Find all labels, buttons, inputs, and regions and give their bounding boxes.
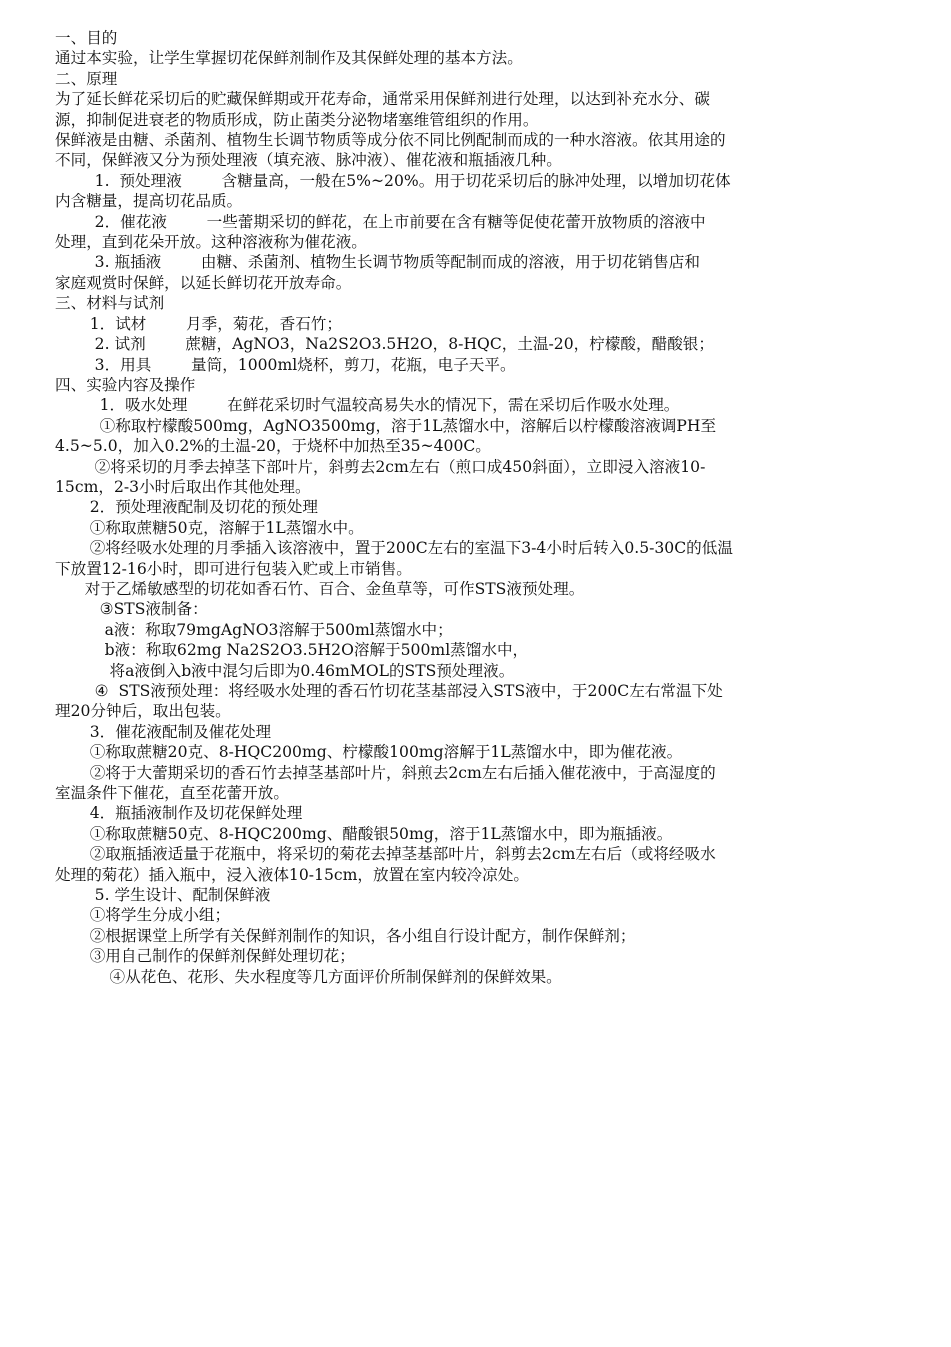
text-line: 内含糖量，提高切花品质。 <box>55 192 243 211</box>
text-line: 保鲜液是由糖、杀菌剂、植物生长调节物质等成分依不同比例配制而成的一种水溶液。依其用途的 <box>55 131 726 150</box>
text-line: 处理的菊花）插入瓶中，浸入液体10-15cm，放置在室内较冷凉处。 <box>55 865 529 884</box>
text-line: ③STS液制备： <box>55 600 208 619</box>
text-line: ②取瓶插液适量于花瓶中，将采切的菊花去掉茎基部叶片，斜剪去2cm左右后（或将经吸水 <box>55 845 716 864</box>
text-line: 1. 预处理液 含糖量高，一般在5%~20%。用于切花采切后的脉冲处理，以增加切花体 <box>55 171 731 190</box>
text-line: 2. 试剂 蔗糖，AgNO3，Na2S2O3.5H2O，8-HQC，土温-20，柠檬酸，醋酸银； <box>55 335 714 354</box>
text-line: 家庭观赏时保鲜，以延长鲜切花开放寿命。 <box>55 273 352 292</box>
text-line: 三、材料与试剂 <box>55 294 165 313</box>
text-line: 室温条件下催花，直至花蕾开放。 <box>55 784 289 803</box>
text-line: ④ STS液预处理：将经吸水处理的香石竹切花茎基部浸入STS液中，于200C左右常温下处 <box>55 682 723 700</box>
text-line: b液：称取62mg Na2S2O3.5H2O溶解于500ml蒸馏水中， <box>55 641 529 660</box>
text-line: 源，抑制促进衰老的物质形成，防止菌类分泌物堵塞维管组织的作用。 <box>55 110 539 129</box>
text-line: 理20分钟后，取出包装。 <box>55 702 231 721</box>
text-line: 不同，保鲜液又分为预处理液（填充液、脉冲液）、催花液和瓶插液几种。 <box>55 151 562 170</box>
text-line: 对于乙烯敏感型的切花如香石竹、百合、金鱼草等，可作STS液预处理。 <box>55 579 585 598</box>
text-line: ④从花色、花形、失水程度等几方面评价所制保鲜剂的保鲜效果。 <box>55 967 562 986</box>
text-line: 3. 瓶插液 由糖、杀菌剂、植物生长调节物质等配制而成的溶液，用于切花销售店和 <box>55 253 700 272</box>
text-line: 四、实验内容及操作 <box>55 375 196 394</box>
text-line: 3．催花液配制及催花处理 <box>55 722 272 741</box>
text-line: 1．试材 月季，菊花，香石竹； <box>55 314 342 333</box>
text-line: 3．用具 量筒，1000ml烧杯，剪刀，花瓶，电子天平。 <box>55 355 516 374</box>
text-line: 15cm，2-3小时后取出作其他处理。 <box>55 477 311 496</box>
text-line: ②将于大蕾期采切的香石竹去掉茎基部叶片，斜煎去2cm左右后插入催花液中，于高湿度的 <box>55 763 716 782</box>
text-line: 将a液倒入b液中混匀后即为0.46mMOL的STS预处理液。 <box>55 661 515 680</box>
text-line: ③用自己制作的保鲜剂保鲜处理切花； <box>55 947 355 966</box>
text-line: 下放置12-16小时，即可进行包装入贮或上市销售。 <box>55 559 412 578</box>
text-line: 2．催花液 一些蕾期采切的鲜花，在上市前要在含有糖等促使花蕾开放物质的溶液中 <box>55 212 706 231</box>
text-line: 1．吸水处理 在鲜花采切时气温较高易失水的情况下，需在采切后作吸水处理。 <box>55 396 680 415</box>
text-line: ②将采切的月季去掉茎下部叶片，斜剪去2cm左右（煎口成450斜面），立即浸入溶液10- <box>55 457 706 476</box>
text-line: 通过本实验，让学生掌握切花保鲜剂制作及其保鲜处理的基本方法。 <box>55 49 523 68</box>
text-line: a液：称取79mgAgNO3溶解于500ml蒸馏水中； <box>55 620 453 639</box>
text-line: ①称取蔗糖50克、8-HQC200mg、醋酸银50mg，溶于1L蒸馏水中，即为瓶插液。 <box>55 824 673 843</box>
text-line: 处理，直到花朵开放。这种溶液称为催花液。 <box>55 233 367 252</box>
text-line: ①称取蔗糖20克、8-HQC200mg、柠檬酸100mg溶解于1L蒸馏水中，即为催花液。 <box>55 743 683 762</box>
text-line: ①称取柠檬酸500mg，AgNO3500mg，溶于1L蒸馏水中，溶解后以柠檬酸溶液调PH至 <box>55 416 717 435</box>
text-line: 二、原理 <box>55 69 118 88</box>
text-line: 4.5~5.0，加入0.2%的土温-20，于烧杯中加热至35~400C。 <box>55 437 491 456</box>
document-body <box>55 28 895 987</box>
text-line: ①将学生分成小组； <box>55 906 231 925</box>
text-line: 5. 学生设计、配制保鲜液 <box>55 886 271 905</box>
text-line: ②将经吸水处理的月季插入该溶液中，置于200C左右的室温下3-4小时后转入0.5-30C的低温 <box>55 539 733 558</box>
text-line: ①称取蔗糖50克，溶解于1L蒸馏水中。 <box>55 518 364 537</box>
text-line: 为了延长鲜花采切后的贮藏保鲜期或开花寿命，通常采用保鲜剂进行处理，以达到补充水分、碳 <box>55 90 710 109</box>
text-line: 一、目的 <box>55 29 118 47</box>
text-line: 4．瓶插液制作及切花保鲜处理 <box>55 804 303 823</box>
text-line: 2．预处理液配制及切花的预处理 <box>55 498 318 517</box>
text-line: ②根据课堂上所学有关保鲜剂制作的知识，各小组自行设计配方，制作保鲜剂； <box>55 926 636 945</box>
